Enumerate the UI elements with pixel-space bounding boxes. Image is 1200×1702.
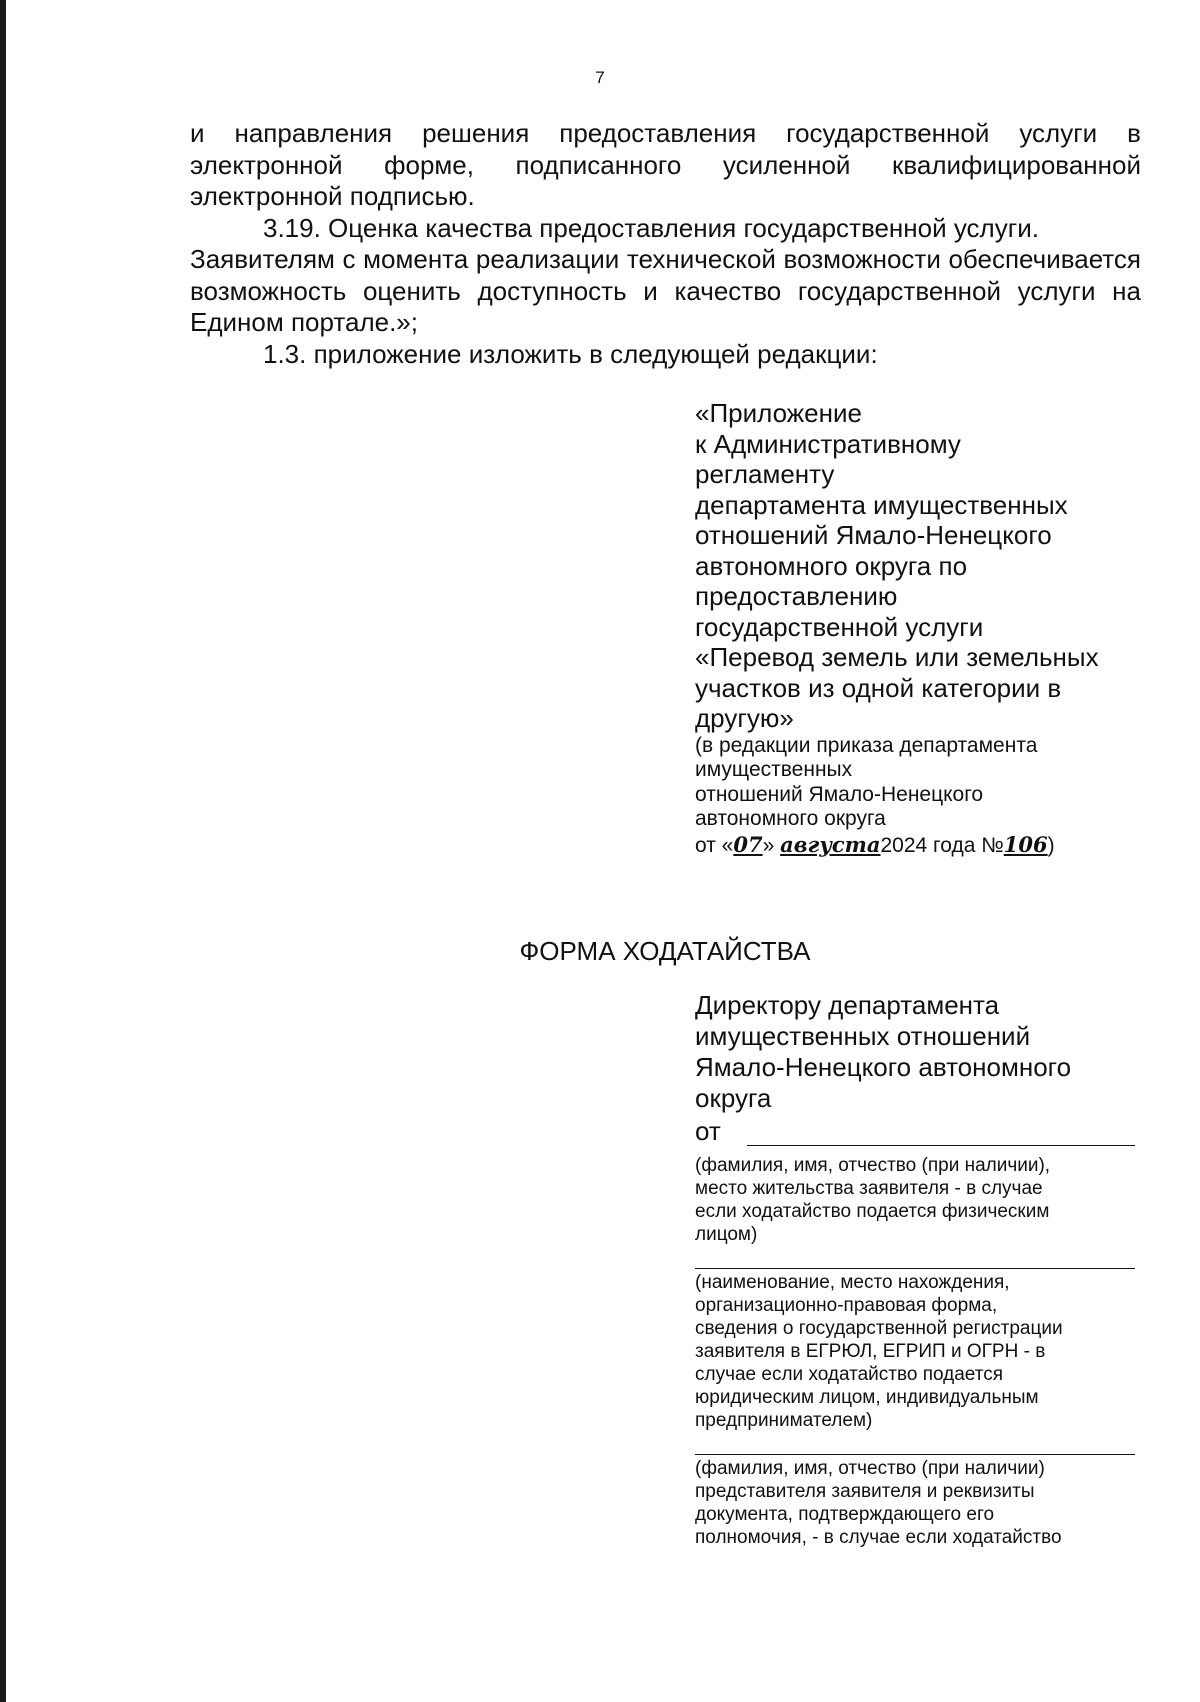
caption-organization: (наименование, место нахождения, организационно-правовая форма, сведения о государственной регистрации заявителя в ЕГРЮЛ, ЕГРИП и ОГРН - в случае если ходатайство подается юридическим лицом, индивидуальным предпринимателем) bbox=[695, 1272, 1063, 1431]
paragraph-evaluation: Заявителям с момента реализации технической возможности обеспечивается возможность оценить доступность и качество государственной услуги на Едином портале.»; bbox=[190, 244, 1141, 337]
form-title: ФОРМА ХОДАТАЙСТВА bbox=[519, 936, 811, 966]
from-label: от bbox=[695, 1116, 721, 1146]
appendix-edition-note: (в редакции приказа департамента имущественных отношений Ямало-Ненецкого автономного округа bbox=[695, 733, 1038, 830]
date-year: 2024 года № bbox=[880, 833, 1004, 857]
representative-blank bbox=[695, 1454, 1135, 1455]
addressee-block bbox=[695, 990, 1135, 1549]
order-date-line bbox=[695, 832, 1165, 859]
paragraph-section-3-19: 3.19. Оценка качества предоставления государственной услуги. bbox=[263, 212, 1039, 243]
paragraph-1-3: 1.3. приложение изложить в следующей редакции: bbox=[263, 338, 878, 369]
paragraph-continuation: и направления решения предоставления государственной услуги в электронной форме, подписанного усиленной квалифицированной электронной подписью. bbox=[190, 118, 1141, 211]
order-number-handwritten: 106 bbox=[1003, 831, 1048, 857]
date-prefix: от « bbox=[695, 833, 734, 857]
date-mid: » bbox=[762, 833, 781, 857]
addressee-title: Директору департамента имущественных отношений Ямало-Ненецкого автономного округа bbox=[695, 990, 1072, 1113]
date-day-handwritten: 07 bbox=[733, 831, 763, 857]
date-suffix: ) bbox=[1047, 833, 1055, 857]
scan-edge bbox=[0, 0, 6, 1702]
appendix-block bbox=[695, 398, 1165, 859]
applicant-name-blank bbox=[747, 1123, 1135, 1146]
caption-representative: (фамилия, имя, отчество (при наличии) представителя заявителя и реквизиты документа, подтверждающего его полномочия, - в случае если ходатайство bbox=[695, 1458, 1062, 1548]
date-month-handwritten: августа bbox=[780, 831, 881, 857]
from-line bbox=[695, 1116, 1135, 1146]
page-number: 7 bbox=[595, 68, 605, 87]
organization-blank bbox=[695, 1268, 1135, 1269]
appendix-title: «Приложение к Административному регламенту департамента имущественных отношений Ямало-Ненецкого автономного округа по предоставлению государственной услуги «Перевод земель или земельных участков из одной категории в другую» bbox=[695, 398, 1099, 733]
caption-individual: (фамилия, имя, отчество (при наличии), место жительства заявителя - в случае если ходатайство подается физическим лицом) bbox=[695, 1155, 1051, 1245]
body-text bbox=[190, 118, 1141, 370]
